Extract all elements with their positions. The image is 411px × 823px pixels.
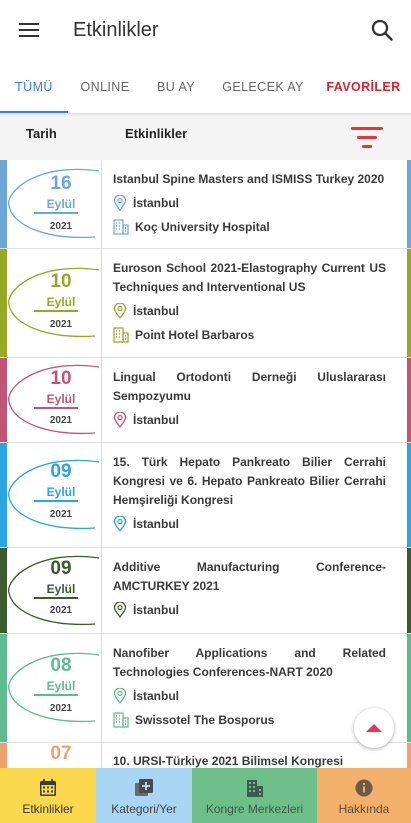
venue-building-icon [113,327,129,343]
event-content [113,249,386,345]
event-date [7,249,101,357]
event-month: Eylül [46,392,76,406]
event-color-bar-right [407,160,411,248]
event-color-bar-right [407,548,411,633]
tab-this-month[interactable]: BU AY [157,79,195,94]
date-underline [34,407,78,409]
event-venue [113,710,386,730]
event-row[interactable] [0,634,411,743]
event-color-bar [0,548,7,633]
event-day: 07 [50,743,72,764]
date-underline [34,500,78,502]
event-date [7,443,101,547]
date-underline [34,310,78,312]
column-date: Tarih [26,126,57,141]
event-title: Nanofiber Applications and Related Technologies Conferences-NART 2020 [113,646,386,679]
event-venue-label: Koç University Hospital [135,220,270,234]
event-color-bar [0,634,7,742]
nav-label: Hakkında [338,802,390,816]
calendar-icon [38,778,58,798]
event-color-bar [0,743,7,768]
nav-kongre-merkezleri[interactable] [192,768,317,823]
row-separator [101,743,102,768]
event-content [113,548,386,620]
event-content [113,743,386,768]
building-icon [245,778,265,798]
event-city [113,514,386,534]
venue-building-icon [113,219,129,235]
row-separator [101,443,102,547]
location-pin-icon [113,303,127,319]
event-city-label: İstanbul [133,413,180,427]
event-row[interactable] [0,443,411,548]
venue-building-icon [113,712,129,728]
date-underline [34,212,78,214]
location-pin-icon [113,516,127,532]
location-pin-icon [113,602,127,618]
info-icon [354,778,374,798]
event-color-bar [0,160,7,248]
add-category-icon [134,778,154,798]
event-title: 15. Türk Hepato Pankreato Bilier Cerrahi Kongresi ve 6. Hepato Pankreato Bilier Cerrahi Hemşireliği Kongresi [113,455,386,507]
tab-favorites[interactable]: FAVORİLER [326,79,401,94]
event-date [7,358,101,442]
nav-label: Kategori/Yer [111,802,177,816]
column-events: Etkinlikler [125,126,188,141]
event-title: Euroson School 2021-Elastography Current US Techniques and Interventional US [113,261,386,294]
event-list [0,160,411,768]
event-color-bar-right [407,634,411,742]
event-year: 2021 [49,319,73,330]
event-day: 10 [50,271,72,292]
nav-kategori-yer[interactable] [96,768,192,823]
event-date [7,743,101,768]
location-pin-icon [113,412,127,428]
event-city [113,600,386,620]
event-month: Eylül [46,295,76,309]
menu-button[interactable] [0,0,58,60]
column-header [0,116,411,160]
event-date [7,548,101,633]
event-title: Additive Manufacturing Conference-AMCTURKEY 2021 [113,560,386,593]
scroll-to-top-button[interactable] [354,708,394,748]
bottom-navigation [0,768,411,823]
row-separator [101,249,102,357]
event-city-label: İstanbul [133,196,180,210]
row-separator [101,634,102,742]
event-year: 2021 [49,703,73,714]
date-underline [34,597,78,599]
event-color-bar-right [407,249,411,357]
page-title: Etkinlikler [73,18,159,41]
event-date [7,160,101,248]
location-pin-icon [113,688,127,704]
event-venue [113,325,386,345]
event-month: Eylül [46,679,76,693]
event-month: Eylül [46,485,76,499]
event-row[interactable] [0,249,411,358]
location-pin-icon [113,195,127,211]
hamburger-menu-icon [19,22,39,38]
filter-button[interactable] [349,124,385,152]
nav-etkinlikler[interactable] [0,768,96,823]
event-year: 2021 [49,415,73,426]
tab-all[interactable]: TÜMÜ [0,60,68,113]
search-icon [371,19,393,41]
event-venue [113,217,386,237]
event-month: Eylül [46,197,76,211]
event-title: Istanbul Spine Masters and ISMISS Turkey 2020 [113,172,385,186]
event-city [113,410,386,430]
event-color-bar [0,249,7,357]
event-content [113,358,386,430]
event-color-bar [0,443,7,547]
nav-label: Etkinlikler [22,802,74,816]
event-content [113,160,386,237]
event-row[interactable] [0,548,411,634]
event-day: 16 [50,173,72,194]
event-day: 09 [50,558,72,579]
event-title: Lingual Ortodonti Derneği Uluslararası Sempozyumu [113,370,386,403]
event-row[interactable] [0,160,411,249]
event-row[interactable] [0,358,411,443]
row-separator [101,160,102,248]
arrow-up-icon [365,722,383,734]
event-day: 09 [50,461,72,482]
event-city-label: İstanbul [133,304,180,318]
row-separator [101,548,102,633]
event-city-label: İstanbul [133,689,180,703]
event-content [113,443,386,534]
event-city-label: İstanbul [133,517,180,531]
event-city [113,193,386,213]
event-content [113,634,386,730]
tab-online[interactable]: ONLINE [80,79,130,94]
event-month: Eylül [46,582,76,596]
event-color-bar-right [407,358,411,442]
search-button[interactable] [367,15,397,45]
filter-icon [349,124,385,152]
event-year: 2021 [49,509,73,520]
tab-next-month[interactable]: GELECEK AY [222,79,304,94]
event-venue-label: Point Hotel Barbaros [135,328,255,342]
event-color-bar [0,358,7,442]
row-separator [101,358,102,442]
nav-label: Kongre Merkezleri [205,802,304,816]
event-title: 10. URSI-Türkiye 2021 Bilimsel Kongresi [113,754,344,768]
tab-bar [0,60,411,113]
app-bar [0,0,411,60]
event-day: 08 [50,655,72,676]
event-year: 2021 [49,605,73,616]
event-color-bar-right [407,743,411,768]
event-city [113,301,386,321]
event-year: 2021 [49,221,73,232]
event-row[interactable] [0,743,411,768]
event-date [7,634,101,742]
event-venue-label: Swissotel The Bosporus [135,713,275,727]
event-city-label: İstanbul [133,603,180,617]
event-color-bar-right [407,443,411,547]
date-underline [34,694,78,696]
event-city [113,686,386,706]
nav-hakkinda[interactable] [317,768,411,823]
event-day: 10 [50,368,72,389]
